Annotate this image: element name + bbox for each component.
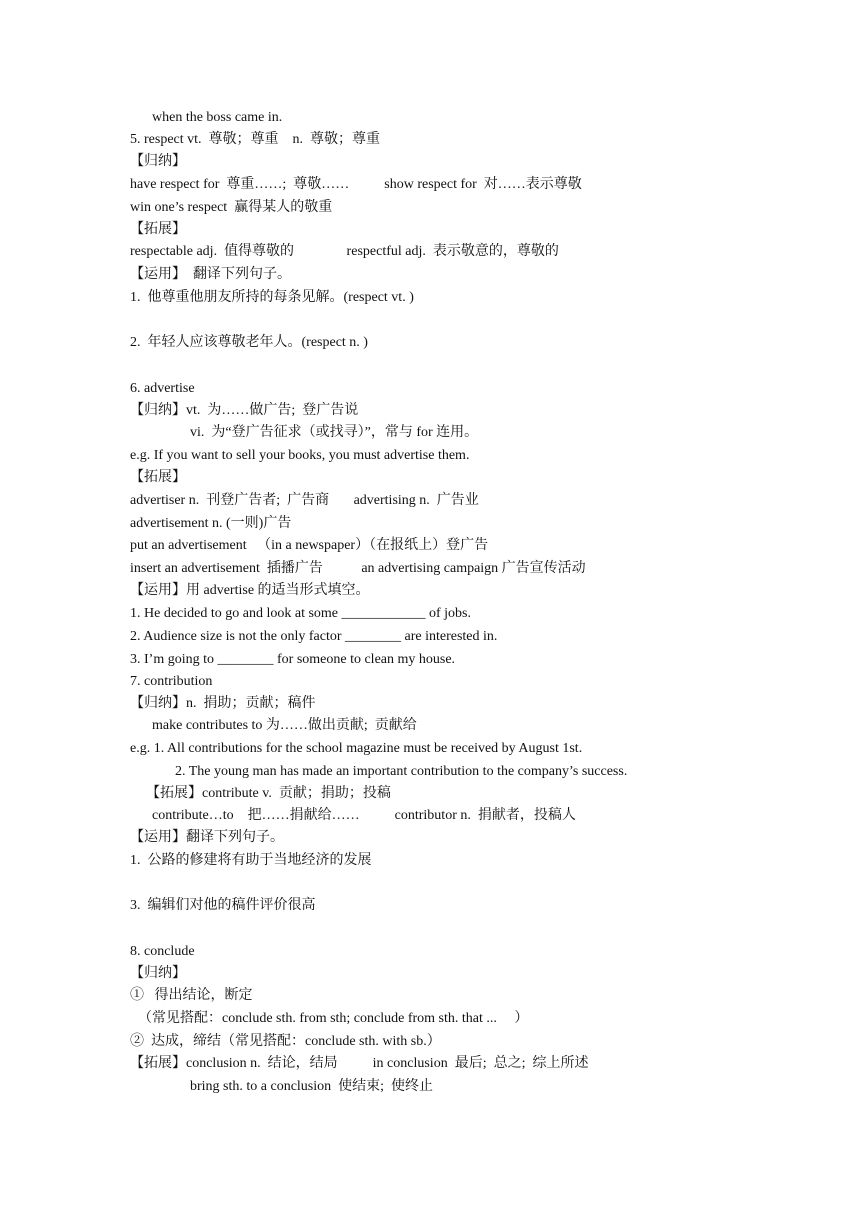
exercise-item: 2. 年轻人应该尊敬老年人。(respect n. ) [130, 335, 368, 350]
text-line: have respect for 尊重……; 尊敬…… show respect for 对……表示尊敬 [130, 177, 582, 192]
label-tuozhan: 【拓展】 [130, 470, 186, 485]
exercise-item: 1. He decided to go and look at some ____________ of jobs. [130, 606, 472, 621]
text-line: make contributes to 为……做出贡献; 贡献给 [152, 718, 417, 733]
text-line: advertisement n. (一则)广告 [130, 516, 292, 531]
text-line: insert an advertisement 插播广告 an advertising campaign 广告宣传活动 [130, 561, 586, 576]
section-heading-conclude: 8. conclude [130, 944, 195, 959]
text-line: 【拓展】contribute v. 贡献；捐助；投稿 [146, 786, 391, 801]
text-line: 【归纳】n. 捐助；贡献；稿件 [130, 696, 316, 711]
text-line: contribute…to 把……捐献给…… contributor n. 捐献者，投稿人 [152, 808, 576, 823]
example-sentence: 2. The young man has made an important contribution to the company’s success. [175, 764, 628, 779]
text-line: bring sth. to a conclusion 使结束; 使终止 [190, 1079, 434, 1094]
label-guina: 【归纳】 [130, 966, 186, 981]
text-line: respectable adj. 值得尊敬的 respectful adj. 表示敬意的，尊敬的 [130, 244, 559, 259]
text-line: vi. 为“登广告征求（或找寻）”，常与 for 连用。 [190, 425, 479, 440]
exercise-item: 3. I’m going to ________ for someone to clean my house. [130, 652, 456, 667]
label-yunyong: 【运用】用 advertise 的适当形式填空。 [130, 583, 370, 598]
text-line: when the boss came in. [152, 110, 283, 125]
example-sentence: e.g. If you want to sell your books, you must advertise them. [130, 448, 470, 463]
text-line: win one’s respect 赢得某人的敬重 [130, 200, 333, 215]
label-tuozhan: 【拓展】 [130, 222, 186, 237]
exercise-item: 1. 公路的修建将有助于当地经济的发展 [130, 853, 372, 868]
exercise-item: 1. 他尊重他朋友所持的每条见解。(respect vt. ) [130, 290, 414, 305]
label-yunyong: 【运用】 翻译下列句子。 [130, 267, 291, 282]
exercise-item: 3. 编辑们对他的稿件评价很高 [130, 898, 316, 913]
text-line: 【归纳】vt. 为……做广告; 登广告说 [130, 403, 359, 418]
text-line: put an advertisement （in a newspaper）（在报纸上）登广告 [130, 538, 489, 553]
label-yunyong: 【运用】翻译下列句子。 [130, 830, 284, 845]
label-guina: 【归纳】 [130, 154, 186, 169]
text-line: advertiser n. 刊登广告者; 广告商 advertising n. 广告业 [130, 493, 479, 508]
section-heading-respect: 5. respect vt. 尊敬；尊重 n. 尊敬；尊重 [130, 132, 381, 147]
text-line: ① 得出结论，断定 [130, 988, 253, 1003]
exercise-item: 2. Audience size is not the only factor ________ are interested in. [130, 629, 498, 644]
text-line: （常见搭配：conclude sth. from sth; conclude from sth. that ... ） [138, 1011, 529, 1026]
text-line: 【拓展】conclusion n. 结论，结局 in conclusion 最后; 总之; 综上所述 [130, 1056, 589, 1071]
text-line: ② 达成，缔结（常见搭配：conclude sth. with sb.） [130, 1034, 441, 1049]
section-heading-advertise: 6. advertise [130, 381, 195, 396]
section-heading-contribution: 7. contribution [130, 674, 213, 689]
example-sentence: e.g. 1. All contributions for the school magazine must be received by August 1st. [130, 741, 583, 756]
